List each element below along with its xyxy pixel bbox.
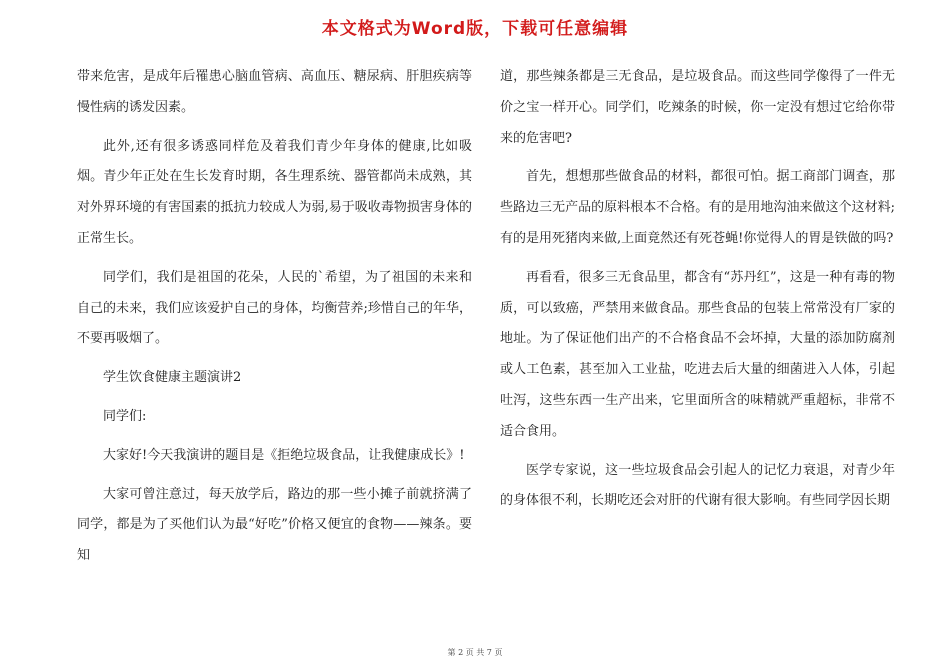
paragraph: 同学们，我们是祖国的花朵，人民的`希望，为了祖国的未来和自己的未来，我们应该爱护自己的身体，均衡营养;珍惜自己的年华，不要再吸烟了。 <box>77 269 472 347</box>
left-text-column <box>77 62 472 580</box>
paragraph: 大家可曾注意过，每天放学后，路边的那一些小摊子前就挤满了同学，都是为了买他们认为最“好吃”价格又便宜的食物——辣条。要知 <box>77 486 472 564</box>
paragraph: 再看看，很多三无食品里，都含有“苏丹红”，这是一种有毒的物质，可以致癌，严禁用来做食品。那些食品的包装上常常没有厂家的地址。为了保证他们出产的不合格食品不会坏掉，大量的添加防腐剂或人工色素，甚至加入工业盐，吃进去后大量的细菌进入人体，引起吐泻，这些东西一生产出来，它里面所含的味精就严重超标，非常不适合食用。 <box>500 269 895 439</box>
document-banner: 本文格式为Word版，下载可任意编辑 <box>321 19 629 39</box>
paragraph: 道，那些辣条都是三无食品，是垃圾食品。而这些同学像得了一件无价之宝一样开心。同学们，吃辣条的时候，你一定没有想过它给你带来的危害吧? <box>500 69 895 146</box>
section-heading: 学生饮食健康主题演讲2 <box>103 370 242 386</box>
right-text-column <box>500 62 895 525</box>
paragraph: 首先，想想那些做食品的材料，都很可怕。据工商部门调查，那些路边三无产品的原料根本不合格。有的是用地沟油来做这个这材料;有的是用死猪肉来做,上面竟然还有死苍蝇!你觉得人的胃是铁做的吗? <box>500 169 895 246</box>
paragraph: 大家好!今天我演讲的题目是《拒绝垃圾食品，让我健康成长》! <box>103 447 465 463</box>
page-number: 第 2 页 共 7 页 <box>447 648 503 657</box>
salutation: 同学们: <box>103 408 147 424</box>
paragraph: 医学专家说，这一些垃圾食品会引起人的记忆力衰退，对青少年的身体很不利，长期吃还会对肝的代谢有很大影响。有些同学因长期 <box>500 462 895 509</box>
paragraph: 此外,还有很多诱惑同样危及着我们青少年身体的健康,比如吸烟。青少年正处在生长发育时期，各生理系统、器管都尚未成熟，其对外界环境的有害国素的抵抗力较成人为弱,易于吸收毒物损害身体的正常生长。 <box>77 138 472 246</box>
paragraph: 带来危害，是成年后罹患心脑血管病、高血压、糖尿病、肝胆疾病等慢性病的诱发因素。 <box>77 69 472 115</box>
